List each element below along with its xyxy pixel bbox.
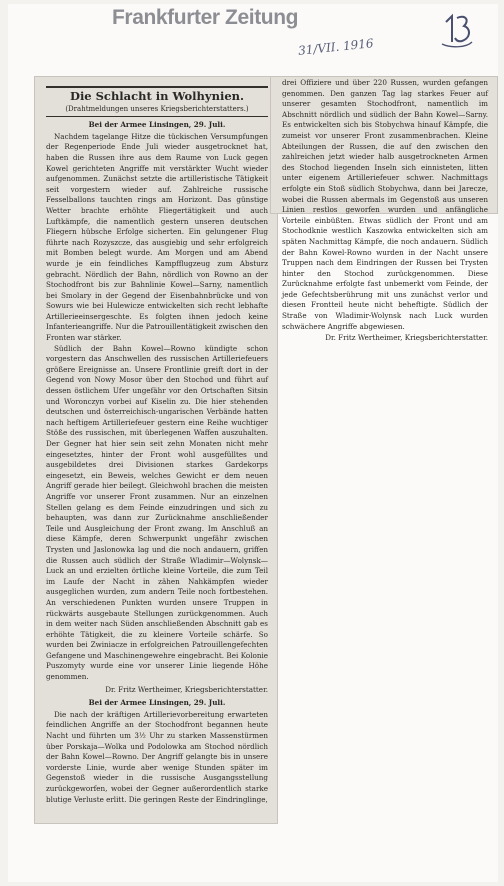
subheadline: (Drahtmeldungen unseres Kriegsberichterstatters.) (65, 104, 249, 113)
paragraph: Die nach der kräftigen Artillerievorbereitung erwarteten feindlichen Angriffe an der Stochodfront begannen heute Nacht und führten um 3½ Uhr zu starken Massenstürmen über Porskaja—Wolka und Podolowka am Stochod nördlich der Bahn Kowel—Rowno. Der Angriff gelangte bis in unsere vorderste Linie, wurde aber wenige Stunden später im Gegenstoß wieder in die russische Ausgangsstellung zurückgeworfen, wobei der Gegner außerordentlich starke blutige Verluste erlitt. Die geringen Reste der Eindringlinge, (46, 709, 268, 804)
dateline: Bei der Armee Linsingen, 29. Juli. (88, 120, 226, 130)
paragraph-continued: drei Offiziere und über 220 Russen, wurden gefangen genommen. Den ganzen Tag lag starkes Feuer auf unserer gesamten Stochodfront, namentlich im Abschnitt nördlich und südlich der Bahn Kowel—Sarny. Es entwickelten sich bis Stobychwa hinauf Kämpfe, die zumeist vor unserer Front zusammenbrachen. Kleine Abteilungen der Russen, die auf den zwischen den zahlreichen jetzt wieder halb ausgetrockneten Armen des Stochod liegenden Inseln sich einnisteten, litten unter eigenem Artilleriefeuer schwer. Nachmittags erfolgte ein Stoß südlich Stobychwa, dann bei Jarecze, wobei die Russen abermals im Gegenstoß aus unseren Linien restlos geworfen wurden und anfängliche Vorteile einbüßten. Etwas südlich der Front und am Stochodknie westlich Kaszowka entwickelten sich am späten Nachmittag Kämpfe, die noch andauern. Südlich der Bahn Kowel-Rowno wurden in der Nacht unsere Truppen nach dem Eindringen der Russen bei Trysten hinter den Stochod zurückgenommen. Diese Zurücknahme erfolgte fast unbemerkt vom Feinde, der jede Gefechtsberührung mit uns zunächst verlor und diesen Frontteil heute nicht beheftigte. Südlich der Straße von Wladimir-Wolynsk nach Luck wurden schwächere Angriffe abgewiesen. (282, 78, 488, 331)
newspaper-stamp: Frankfurter Zeitung (112, 6, 299, 29)
signature: Dr. Fritz Wertheimer, Kriegsberichterstatter. (105, 684, 268, 694)
handwritten-date: 31/VII. 1916 (297, 36, 375, 58)
headline-box (46, 86, 268, 117)
paragraph: Nachdem tagelange Hitze die tückischen Versumpfungen der Regenperiode Ende Juli wieder ausgetrocknet hat, haben die Russen ihre aus dem Raume von Luck gegen Kowel gerichteten Angriffe mit verstärkter Wucht wieder aufgenommen. Zunächst setzte die artilleristische Tätigkeit seit vorgestern wieder auf. Zahlreiche russische Fesselballons tauchten rings am Horizont. Das günstige Wetter brachte erhöhte Fliegertätigkeit und auch Luftkämpfe, die namentlich gestern unseren deutschen Fliegern hübsche Erfolge sicherten. Ein gelungener Flug führte nach Rozyszcze, das ausgiebig und sehr erfolgreich mit Bomben belegt wurde. Am Morgen und am Abend wurde je ein feindliches Kampfflugzeug zum Absturz gebracht. Nördlich der Bahn, nördlich von Rowno an der Stochodfront bis zur Bahnlinie Kowel—Sarny, namentlich bei Smolary in der Gegend der Eisenbahnbrücke und von Sowurs wie bei Hulewicze entwickelten sich recht lebhafte Artillerieeinsergeschte. Es folgten ihnen jedoch keine Infanterieangriffe. Nur die Patrouillentätigkeit zwischen den Fronten war stärker. (46, 131, 268, 343)
article-right-column (282, 78, 488, 344)
article-left-column (46, 86, 268, 805)
paragraph: Südlich der Bahn Kowel—Rowno kündigte schon vorgestern das Anschwellen des russischen Artilleriefeuers größere Ereignisse an. Unsere Frontlinie greift dort in der Gegend von Nowy Mosor über den Stochod und führt auf dessen östlichem Ufer ungefähr vor den Ortschaften Sitsin und Woronczyn vorbei auf Kiselin zu. Die hier stehenden deutschen und österreichisch-ungarischen Verbände hatten nach heftigem Artilleriefeuer gestern eine Reihe wuchtiger Stöße des russischen, mit überlegenen Waffen auszuhalten. Der Gegner hat hier sein seit zehn Monaten nicht mehr eingesetztes, hinter der Front wohl ausgefülltes und ausgebildetes drei Divisionen starkes Gardekorps eingesetzt, ein Beweis, welches Gewicht er dem neuen Angriff gerade hier beilegt. Gleichwohl brachen die meisten Angriffe vor unserer Front zusammen. Nur an einzelnen Stellen gelang es dem Feinde einzudringen und sich zu behaupten, was dann zur Zurücknahme anschließender Teile und Ausgleichung der Front zwang. Im Anschluß an diese Kämpfe, deren Schwerpunkt ungefähr zwischen Trysten und Jaslonowka lag und die noch andauern, griffen die Russen auch südlich der Straße Wladimir—Wolynsk—Luck an und erzielten örtliche kleine Vorteile, die zum Teil im Laufe der Nacht in zähen Nahkämpfen wieder ausgeglichen wurden, zum andern Teile noch fortbestehen. An verschiedenen Punkten wurden unsere Truppen in rückwärts ausgebaute Stellungen zurückgenommen. Auch in dem weiter nach Süden anschließenden Abschnitt gab es erhöhte Tätigkeit, die zu kleinere Vorteile schärfe. So wurden bei Zwiniacze in erfolgreichen Patrouillengefechten Gefangene und Maschinengewehre eingebracht. Bei Kolonie Puszomyty wurde eine vor unserer Linie liegende Höhe genommen. (46, 343, 268, 682)
dateline: Bei der Armee Linsingen, 29. Juli. (88, 698, 226, 708)
headline: Die Schlacht in Wolhynien. (69, 89, 245, 103)
signature: Dr. Fritz Wertheimer, Kriegsberichterstatter. (325, 333, 488, 343)
folio-number (440, 8, 474, 50)
